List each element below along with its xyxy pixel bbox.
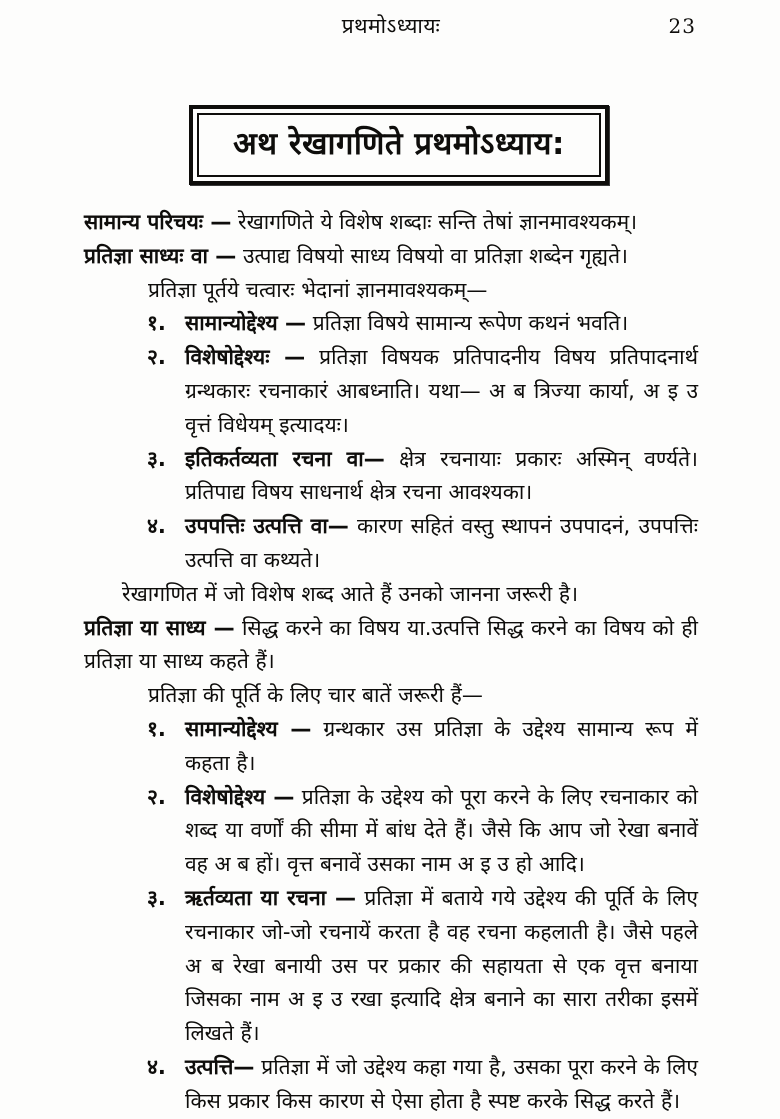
running-title: प्रथमोऽध्यायः <box>341 14 441 38</box>
sanskrit-para-general-intro <box>84 206 698 240</box>
term-body: उत्पाद्य विषयो साध्य विषयो वा प्रतिज्ञा शब्देन गृह्यते। <box>242 243 629 268</box>
running-header <box>84 12 698 46</box>
item-text: क्षेत्र रचनायाः प्रकारः अस्मिन् वर्ण्यते। प्रतिपाद्य विषय साधनार्थ क्षेत्र रचना आवश्यका। <box>185 446 699 505</box>
sanskrit-list-item-4 <box>147 510 698 578</box>
item-body <box>185 713 698 781</box>
chapter-title-inner-border <box>197 113 601 177</box>
item-text: प्रतिज्ञा के उद्देश्य को पूरा करने के लिए रचनाकार को शब्द या वर्णों की सीमा में बांध देते हैं। जैसे कि आप जो रेखा बनावें वह अ ब हों। वृत्त बनावें उसका नाम अ इ उ हो आदि। <box>185 784 698 877</box>
item-text: कारण सहितं वस्तु स्थापनं उपपादनं, उपपत्तिः उत्पत्ति वा कथ्यते। <box>185 514 698 572</box>
chapter-title: अथ रेखागणिते प्रथमोऽध्याय: <box>233 126 565 162</box>
item-heading: ऋर्तव्यता या रचना — <box>185 885 357 910</box>
sanskrit-closing-line: रेखागणित में जो विशेष शब्द आते हैं उनको जानना जरूरी है। <box>122 581 579 606</box>
item-text: ग्रन्थकार उस प्रतिज्ञा के उद्देश्य सामान्य रूप में कहता है। <box>185 716 698 775</box>
item-body <box>185 341 698 442</box>
sanskrit-list-item-2 <box>147 341 698 442</box>
item-text: प्रतिज्ञा में बताये गये उद्देश्य की पूर्ति के लिए रचनाकार जो-जो रचनायें करता है वह रचना कहलाती है। जैसे पहले अ ब रेखा बनायी उस पर प्रकार की सहायता से एक वृत्त बनाया जिसका नाम अ इ उ रखा इत्यादि क्षेत्र बनाने का सारा तरीका इसमें लिखते हैं। <box>185 885 698 1046</box>
term-heading: प्रतिज्ञा या साध्य — <box>84 615 235 640</box>
item-heading: उपपत्तिः उत्पत्ति वा— <box>185 514 349 539</box>
item-heading: सामान्योद्देश्य — <box>185 716 312 741</box>
item-number: ४. <box>147 1054 166 1079</box>
sanskrit-list-intro: प्रतिज्ञा पूर्तये चत्वारः भेदानां ज्ञानमावश्यकम्— <box>148 277 488 302</box>
item-number: २. <box>147 784 166 809</box>
hindi-list-item-1 <box>147 713 698 781</box>
item-number: ३. <box>147 885 166 910</box>
item-heading: विशेषोद्देश्यः — <box>185 345 306 370</box>
item-number: १. <box>147 311 166 336</box>
item-number: १. <box>147 716 166 741</box>
term-heading: सामान्य परिचयः — <box>84 210 232 234</box>
item-text: प्रतिज्ञा में जो उद्देश्य कहा गया है, उसका पूरा करने के लिए किस प्रकार किस कारण से ऐसा होता है स्पष्ट करके सिद्ध करते हैं। <box>185 1054 698 1113</box>
item-heading: विशेषोद्देश्य — <box>185 784 295 809</box>
item-number: ४. <box>147 514 166 539</box>
page-content <box>84 206 698 1119</box>
sanskrit-para-pratijna <box>84 240 698 274</box>
item-number: २. <box>147 345 166 370</box>
term-body: सिद्ध करने का विषय या.उत्पत्ति सिद्ध करने का विषय को ही प्रतिज्ञा या साध्य कहते हैं। <box>84 615 698 674</box>
hindi-list-item-3 <box>147 882 698 1051</box>
chapter-title-box <box>189 105 609 185</box>
item-body <box>185 443 698 511</box>
item-body <box>185 781 698 882</box>
hindi-list-item-2 <box>147 781 698 882</box>
item-body <box>185 882 698 1051</box>
term-heading: प्रतिज्ञा साध्यः वा — <box>84 243 237 268</box>
hindi-para-pratijna <box>84 612 698 680</box>
item-text: प्रतिज्ञा विषयक प्रतिपादनीय विषय प्रतिपादनार्थ ग्रन्थकारः रचनाकारं आबध्नाति। यथा— अ ब त्रिज्या कार्या, अ इ उ वृत्तं विधेयम् इत्यादयः। <box>185 345 698 437</box>
item-heading: उत्पत्ति— <box>185 1054 255 1079</box>
sanskrit-list-item-1 <box>147 307 698 341</box>
item-heading: सामान्योद्देश्य — <box>185 311 307 336</box>
item-body <box>185 1051 698 1119</box>
item-body <box>185 510 698 578</box>
item-text: प्रतिज्ञा विषये सामान्य रूपेण कथनं भवति। <box>312 311 629 336</box>
sanskrit-list-item-3 <box>147 443 698 511</box>
term-body: रेखागणिते ये विशेष शब्दाः सन्ति तेषां ज्ञानमावश्यकम्। <box>238 210 638 234</box>
item-number: ३. <box>147 446 166 471</box>
item-body <box>185 307 698 341</box>
page-number: 23 <box>668 14 696 38</box>
chapter-title-outer-border <box>189 105 609 185</box>
hindi-list-intro: प्रतिज्ञा की पूर्ति के लिए चार बातें जरूरी हैं— <box>148 683 483 708</box>
hindi-list-item-4 <box>147 1051 698 1119</box>
item-heading: इतिकर्तव्यता रचना वा— <box>185 446 385 471</box>
